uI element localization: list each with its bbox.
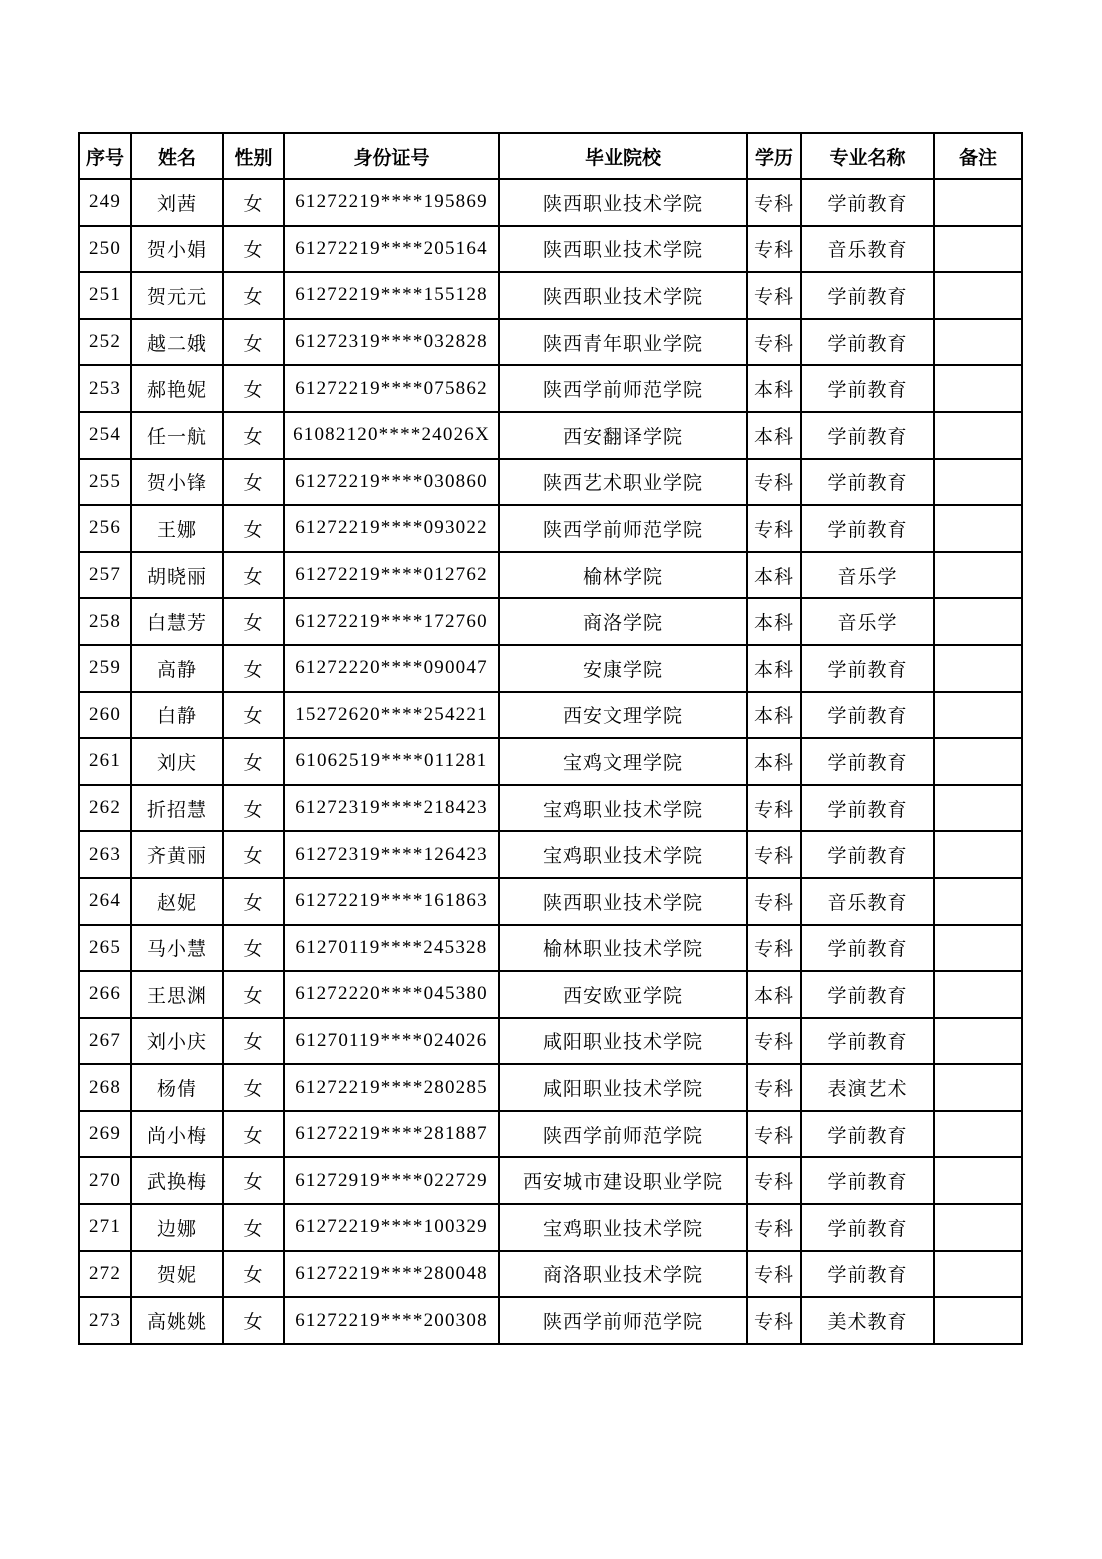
cell-major: 学前教育 bbox=[801, 971, 934, 1018]
cell-school: 榆林职业技术学院 bbox=[499, 925, 747, 972]
cell-major: 学前教育 bbox=[801, 645, 934, 692]
cell-remarks bbox=[934, 226, 1022, 273]
cell-school: 西安城市建设职业学院 bbox=[499, 1157, 747, 1204]
cell-education: 专科 bbox=[747, 272, 801, 319]
table-row bbox=[79, 598, 1022, 645]
cell-seq: 267 bbox=[79, 1018, 131, 1065]
cell-name: 高静 bbox=[131, 645, 223, 692]
cell-remarks bbox=[934, 878, 1022, 925]
table-row bbox=[79, 319, 1022, 366]
cell-school: 商洛职业技术学院 bbox=[499, 1251, 747, 1298]
cell-seq: 271 bbox=[79, 1204, 131, 1251]
cell-gender: 女 bbox=[223, 1297, 284, 1344]
cell-major: 学前教育 bbox=[801, 738, 934, 785]
cell-education: 专科 bbox=[747, 1297, 801, 1344]
cell-school: 西安文理学院 bbox=[499, 692, 747, 739]
cell-major: 学前教育 bbox=[801, 412, 934, 459]
cell-id-number: 61272219****012762 bbox=[284, 552, 499, 599]
cell-major: 学前教育 bbox=[801, 365, 934, 412]
cell-gender: 女 bbox=[223, 785, 284, 832]
cell-id-number: 61272219****172760 bbox=[284, 598, 499, 645]
cell-gender: 女 bbox=[223, 738, 284, 785]
cell-major: 学前教育 bbox=[801, 785, 934, 832]
cell-major: 音乐教育 bbox=[801, 878, 934, 925]
cell-seq: 254 bbox=[79, 412, 131, 459]
cell-name: 郝艳妮 bbox=[131, 365, 223, 412]
cell-gender: 女 bbox=[223, 971, 284, 1018]
cell-gender: 女 bbox=[223, 272, 284, 319]
table-row bbox=[79, 272, 1022, 319]
cell-seq: 272 bbox=[79, 1251, 131, 1298]
cell-gender: 女 bbox=[223, 1251, 284, 1298]
cell-education: 专科 bbox=[747, 226, 801, 273]
cell-school: 陕西青年职业学院 bbox=[499, 319, 747, 366]
cell-education: 专科 bbox=[747, 1111, 801, 1158]
header-school: 毕业院校 bbox=[499, 133, 747, 179]
header-major: 专业名称 bbox=[801, 133, 934, 179]
cell-gender: 女 bbox=[223, 365, 284, 412]
cell-seq: 269 bbox=[79, 1111, 131, 1158]
cell-school: 宝鸡文理学院 bbox=[499, 738, 747, 785]
cell-school: 陕西职业技术学院 bbox=[499, 226, 747, 273]
cell-name: 高姚姚 bbox=[131, 1297, 223, 1344]
cell-gender: 女 bbox=[223, 1111, 284, 1158]
cell-name: 白静 bbox=[131, 692, 223, 739]
header-id-number: 身份证号 bbox=[284, 133, 499, 179]
cell-seq: 261 bbox=[79, 738, 131, 785]
cell-id-number: 61272319****126423 bbox=[284, 831, 499, 878]
cell-education: 专科 bbox=[747, 1251, 801, 1298]
cell-education: 专科 bbox=[747, 1204, 801, 1251]
cell-gender: 女 bbox=[223, 505, 284, 552]
cell-major: 学前教育 bbox=[801, 1018, 934, 1065]
cell-remarks bbox=[934, 1018, 1022, 1065]
cell-gender: 女 bbox=[223, 412, 284, 459]
cell-major: 学前教育 bbox=[801, 1204, 934, 1251]
cell-remarks bbox=[934, 412, 1022, 459]
table-row bbox=[79, 831, 1022, 878]
cell-education: 专科 bbox=[747, 179, 801, 226]
cell-seq: 273 bbox=[79, 1297, 131, 1344]
header-seq: 序号 bbox=[79, 133, 131, 179]
cell-education: 专科 bbox=[747, 925, 801, 972]
cell-education: 本科 bbox=[747, 552, 801, 599]
table-row bbox=[79, 878, 1022, 925]
cell-seq: 255 bbox=[79, 459, 131, 506]
cell-school: 陕西学前师范学院 bbox=[499, 1297, 747, 1344]
header-education: 学历 bbox=[747, 133, 801, 179]
cell-major: 音乐教育 bbox=[801, 226, 934, 273]
cell-name: 刘小庆 bbox=[131, 1018, 223, 1065]
cell-id-number: 61272219****093022 bbox=[284, 505, 499, 552]
cell-school: 咸阳职业技术学院 bbox=[499, 1018, 747, 1065]
cell-remarks bbox=[934, 925, 1022, 972]
cell-education: 专科 bbox=[747, 1064, 801, 1111]
cell-id-number: 61272219****075862 bbox=[284, 365, 499, 412]
cell-school: 咸阳职业技术学院 bbox=[499, 1064, 747, 1111]
table-row bbox=[79, 645, 1022, 692]
cell-remarks bbox=[934, 1204, 1022, 1251]
cell-school: 陕西艺术职业学院 bbox=[499, 459, 747, 506]
cell-id-number: 61272219****280048 bbox=[284, 1251, 499, 1298]
cell-education: 专科 bbox=[747, 1018, 801, 1065]
cell-remarks bbox=[934, 319, 1022, 366]
cell-remarks bbox=[934, 1297, 1022, 1344]
cell-remarks bbox=[934, 272, 1022, 319]
cell-seq: 260 bbox=[79, 692, 131, 739]
cell-name: 刘茜 bbox=[131, 179, 223, 226]
cell-id-number: 61272219****200308 bbox=[284, 1297, 499, 1344]
table-row bbox=[79, 785, 1022, 832]
cell-name: 王思渊 bbox=[131, 971, 223, 1018]
cell-remarks bbox=[934, 179, 1022, 226]
cell-school: 陕西职业技术学院 bbox=[499, 272, 747, 319]
table-row bbox=[79, 738, 1022, 785]
table-row bbox=[79, 412, 1022, 459]
cell-remarks bbox=[934, 785, 1022, 832]
table-row bbox=[79, 365, 1022, 412]
cell-id-number: 61272219****030860 bbox=[284, 459, 499, 506]
cell-name: 武换梅 bbox=[131, 1157, 223, 1204]
cell-id-number: 61082120****24026X bbox=[284, 412, 499, 459]
cell-education: 专科 bbox=[747, 878, 801, 925]
table-row bbox=[79, 692, 1022, 739]
cell-gender: 女 bbox=[223, 645, 284, 692]
cell-seq: 249 bbox=[79, 179, 131, 226]
cell-school: 宝鸡职业技术学院 bbox=[499, 785, 747, 832]
cell-name: 杨倩 bbox=[131, 1064, 223, 1111]
cell-school: 陕西学前师范学院 bbox=[499, 365, 747, 412]
cell-id-number: 61272219****155128 bbox=[284, 272, 499, 319]
table-row bbox=[79, 1204, 1022, 1251]
cell-gender: 女 bbox=[223, 598, 284, 645]
cell-id-number: 61272219****280285 bbox=[284, 1064, 499, 1111]
cell-gender: 女 bbox=[223, 226, 284, 273]
cell-gender: 女 bbox=[223, 925, 284, 972]
cell-major: 学前教育 bbox=[801, 1111, 934, 1158]
cell-major: 音乐学 bbox=[801, 552, 934, 599]
cell-id-number: 61270119****024026 bbox=[284, 1018, 499, 1065]
cell-id-number: 61272219****100329 bbox=[284, 1204, 499, 1251]
table-row bbox=[79, 1018, 1022, 1065]
cell-remarks bbox=[934, 1111, 1022, 1158]
cell-seq: 266 bbox=[79, 971, 131, 1018]
cell-gender: 女 bbox=[223, 1018, 284, 1065]
table-row bbox=[79, 1111, 1022, 1158]
cell-remarks bbox=[934, 1251, 1022, 1298]
cell-id-number: 61062519****011281 bbox=[284, 738, 499, 785]
cell-education: 本科 bbox=[747, 738, 801, 785]
cell-school: 陕西学前师范学院 bbox=[499, 505, 747, 552]
cell-name: 马小慧 bbox=[131, 925, 223, 972]
cell-name: 越二娥 bbox=[131, 319, 223, 366]
cell-gender: 女 bbox=[223, 692, 284, 739]
cell-id-number: 15272620****254221 bbox=[284, 692, 499, 739]
cell-remarks bbox=[934, 365, 1022, 412]
cell-major: 学前教育 bbox=[801, 925, 934, 972]
cell-major: 学前教育 bbox=[801, 692, 934, 739]
cell-education: 专科 bbox=[747, 1157, 801, 1204]
cell-school: 西安欧亚学院 bbox=[499, 971, 747, 1018]
table-row bbox=[79, 1297, 1022, 1344]
cell-major: 音乐学 bbox=[801, 598, 934, 645]
cell-id-number: 61272319****032828 bbox=[284, 319, 499, 366]
cell-id-number: 61272220****045380 bbox=[284, 971, 499, 1018]
cell-education: 专科 bbox=[747, 459, 801, 506]
cell-gender: 女 bbox=[223, 1204, 284, 1251]
cell-seq: 258 bbox=[79, 598, 131, 645]
cell-id-number: 61272219****205164 bbox=[284, 226, 499, 273]
cell-major: 学前教育 bbox=[801, 1157, 934, 1204]
cell-school: 榆林学院 bbox=[499, 552, 747, 599]
header-gender: 性别 bbox=[223, 133, 284, 179]
cell-name: 尚小梅 bbox=[131, 1111, 223, 1158]
table-row bbox=[79, 505, 1022, 552]
cell-education: 专科 bbox=[747, 831, 801, 878]
cell-major: 学前教育 bbox=[801, 1251, 934, 1298]
cell-remarks bbox=[934, 505, 1022, 552]
cell-name: 齐黄丽 bbox=[131, 831, 223, 878]
cell-school: 陕西职业技术学院 bbox=[499, 179, 747, 226]
cell-education: 本科 bbox=[747, 412, 801, 459]
cell-education: 专科 bbox=[747, 319, 801, 366]
cell-id-number: 61272219****195869 bbox=[284, 179, 499, 226]
cell-education: 本科 bbox=[747, 645, 801, 692]
cell-gender: 女 bbox=[223, 459, 284, 506]
cell-remarks bbox=[934, 552, 1022, 599]
cell-school: 宝鸡职业技术学院 bbox=[499, 831, 747, 878]
cell-name: 贺元元 bbox=[131, 272, 223, 319]
cell-remarks bbox=[934, 1064, 1022, 1111]
cell-education: 本科 bbox=[747, 971, 801, 1018]
cell-seq: 268 bbox=[79, 1064, 131, 1111]
cell-name: 贺小娟 bbox=[131, 226, 223, 273]
table-row bbox=[79, 971, 1022, 1018]
cell-major: 美术教育 bbox=[801, 1297, 934, 1344]
table-row bbox=[79, 226, 1022, 273]
cell-name: 刘庆 bbox=[131, 738, 223, 785]
cell-major: 学前教育 bbox=[801, 505, 934, 552]
cell-id-number: 61270119****245328 bbox=[284, 925, 499, 972]
cell-id-number: 61272220****090047 bbox=[284, 645, 499, 692]
cell-gender: 女 bbox=[223, 1064, 284, 1111]
cell-major: 学前教育 bbox=[801, 272, 934, 319]
cell-education: 专科 bbox=[747, 505, 801, 552]
table-row bbox=[79, 1157, 1022, 1204]
cell-school: 西安翻译学院 bbox=[499, 412, 747, 459]
cell-major: 学前教育 bbox=[801, 459, 934, 506]
cell-name: 边娜 bbox=[131, 1204, 223, 1251]
cell-seq: 259 bbox=[79, 645, 131, 692]
cell-seq: 256 bbox=[79, 505, 131, 552]
cell-id-number: 61272219****161863 bbox=[284, 878, 499, 925]
cell-remarks bbox=[934, 1157, 1022, 1204]
cell-remarks bbox=[934, 645, 1022, 692]
cell-education: 本科 bbox=[747, 365, 801, 412]
cell-major: 表演艺术 bbox=[801, 1064, 934, 1111]
cell-major: 学前教育 bbox=[801, 319, 934, 366]
header-remarks: 备注 bbox=[934, 133, 1022, 179]
cell-remarks bbox=[934, 831, 1022, 878]
cell-seq: 264 bbox=[79, 878, 131, 925]
cell-gender: 女 bbox=[223, 319, 284, 366]
table-row bbox=[79, 459, 1022, 506]
cell-seq: 251 bbox=[79, 272, 131, 319]
cell-school: 陕西学前师范学院 bbox=[499, 1111, 747, 1158]
cell-education: 本科 bbox=[747, 692, 801, 739]
table-header bbox=[79, 133, 1022, 179]
cell-name: 贺小锋 bbox=[131, 459, 223, 506]
cell-name: 折招慧 bbox=[131, 785, 223, 832]
cell-school: 商洛学院 bbox=[499, 598, 747, 645]
cell-seq: 253 bbox=[79, 365, 131, 412]
cell-seq: 265 bbox=[79, 925, 131, 972]
cell-school: 安康学院 bbox=[499, 645, 747, 692]
cell-seq: 252 bbox=[79, 319, 131, 366]
roster-table bbox=[78, 132, 1023, 1345]
cell-remarks bbox=[934, 971, 1022, 1018]
cell-gender: 女 bbox=[223, 831, 284, 878]
header-row bbox=[79, 133, 1022, 179]
cell-gender: 女 bbox=[223, 1157, 284, 1204]
cell-seq: 262 bbox=[79, 785, 131, 832]
cell-name: 赵妮 bbox=[131, 878, 223, 925]
table-body bbox=[79, 179, 1022, 1344]
cell-major: 学前教育 bbox=[801, 831, 934, 878]
cell-school: 宝鸡职业技术学院 bbox=[499, 1204, 747, 1251]
table-row bbox=[79, 552, 1022, 599]
table-row bbox=[79, 1251, 1022, 1298]
cell-seq: 250 bbox=[79, 226, 131, 273]
cell-name: 白慧芳 bbox=[131, 598, 223, 645]
cell-education: 本科 bbox=[747, 598, 801, 645]
cell-remarks bbox=[934, 459, 1022, 506]
cell-gender: 女 bbox=[223, 878, 284, 925]
cell-seq: 270 bbox=[79, 1157, 131, 1204]
cell-seq: 257 bbox=[79, 552, 131, 599]
cell-seq: 263 bbox=[79, 831, 131, 878]
cell-school: 陕西职业技术学院 bbox=[499, 878, 747, 925]
cell-id-number: 61272319****218423 bbox=[284, 785, 499, 832]
cell-education: 专科 bbox=[747, 785, 801, 832]
cell-major: 学前教育 bbox=[801, 179, 934, 226]
cell-gender: 女 bbox=[223, 552, 284, 599]
table-row bbox=[79, 925, 1022, 972]
header-name: 姓名 bbox=[131, 133, 223, 179]
cell-gender: 女 bbox=[223, 179, 284, 226]
cell-id-number: 61272219****281887 bbox=[284, 1111, 499, 1158]
cell-remarks bbox=[934, 598, 1022, 645]
cell-id-number: 61272919****022729 bbox=[284, 1157, 499, 1204]
cell-remarks bbox=[934, 738, 1022, 785]
cell-name: 胡晓丽 bbox=[131, 552, 223, 599]
cell-remarks bbox=[934, 692, 1022, 739]
cell-name: 贺妮 bbox=[131, 1251, 223, 1298]
table-row bbox=[79, 179, 1022, 226]
cell-name: 任一航 bbox=[131, 412, 223, 459]
cell-name: 王娜 bbox=[131, 505, 223, 552]
table-row bbox=[79, 1064, 1022, 1111]
